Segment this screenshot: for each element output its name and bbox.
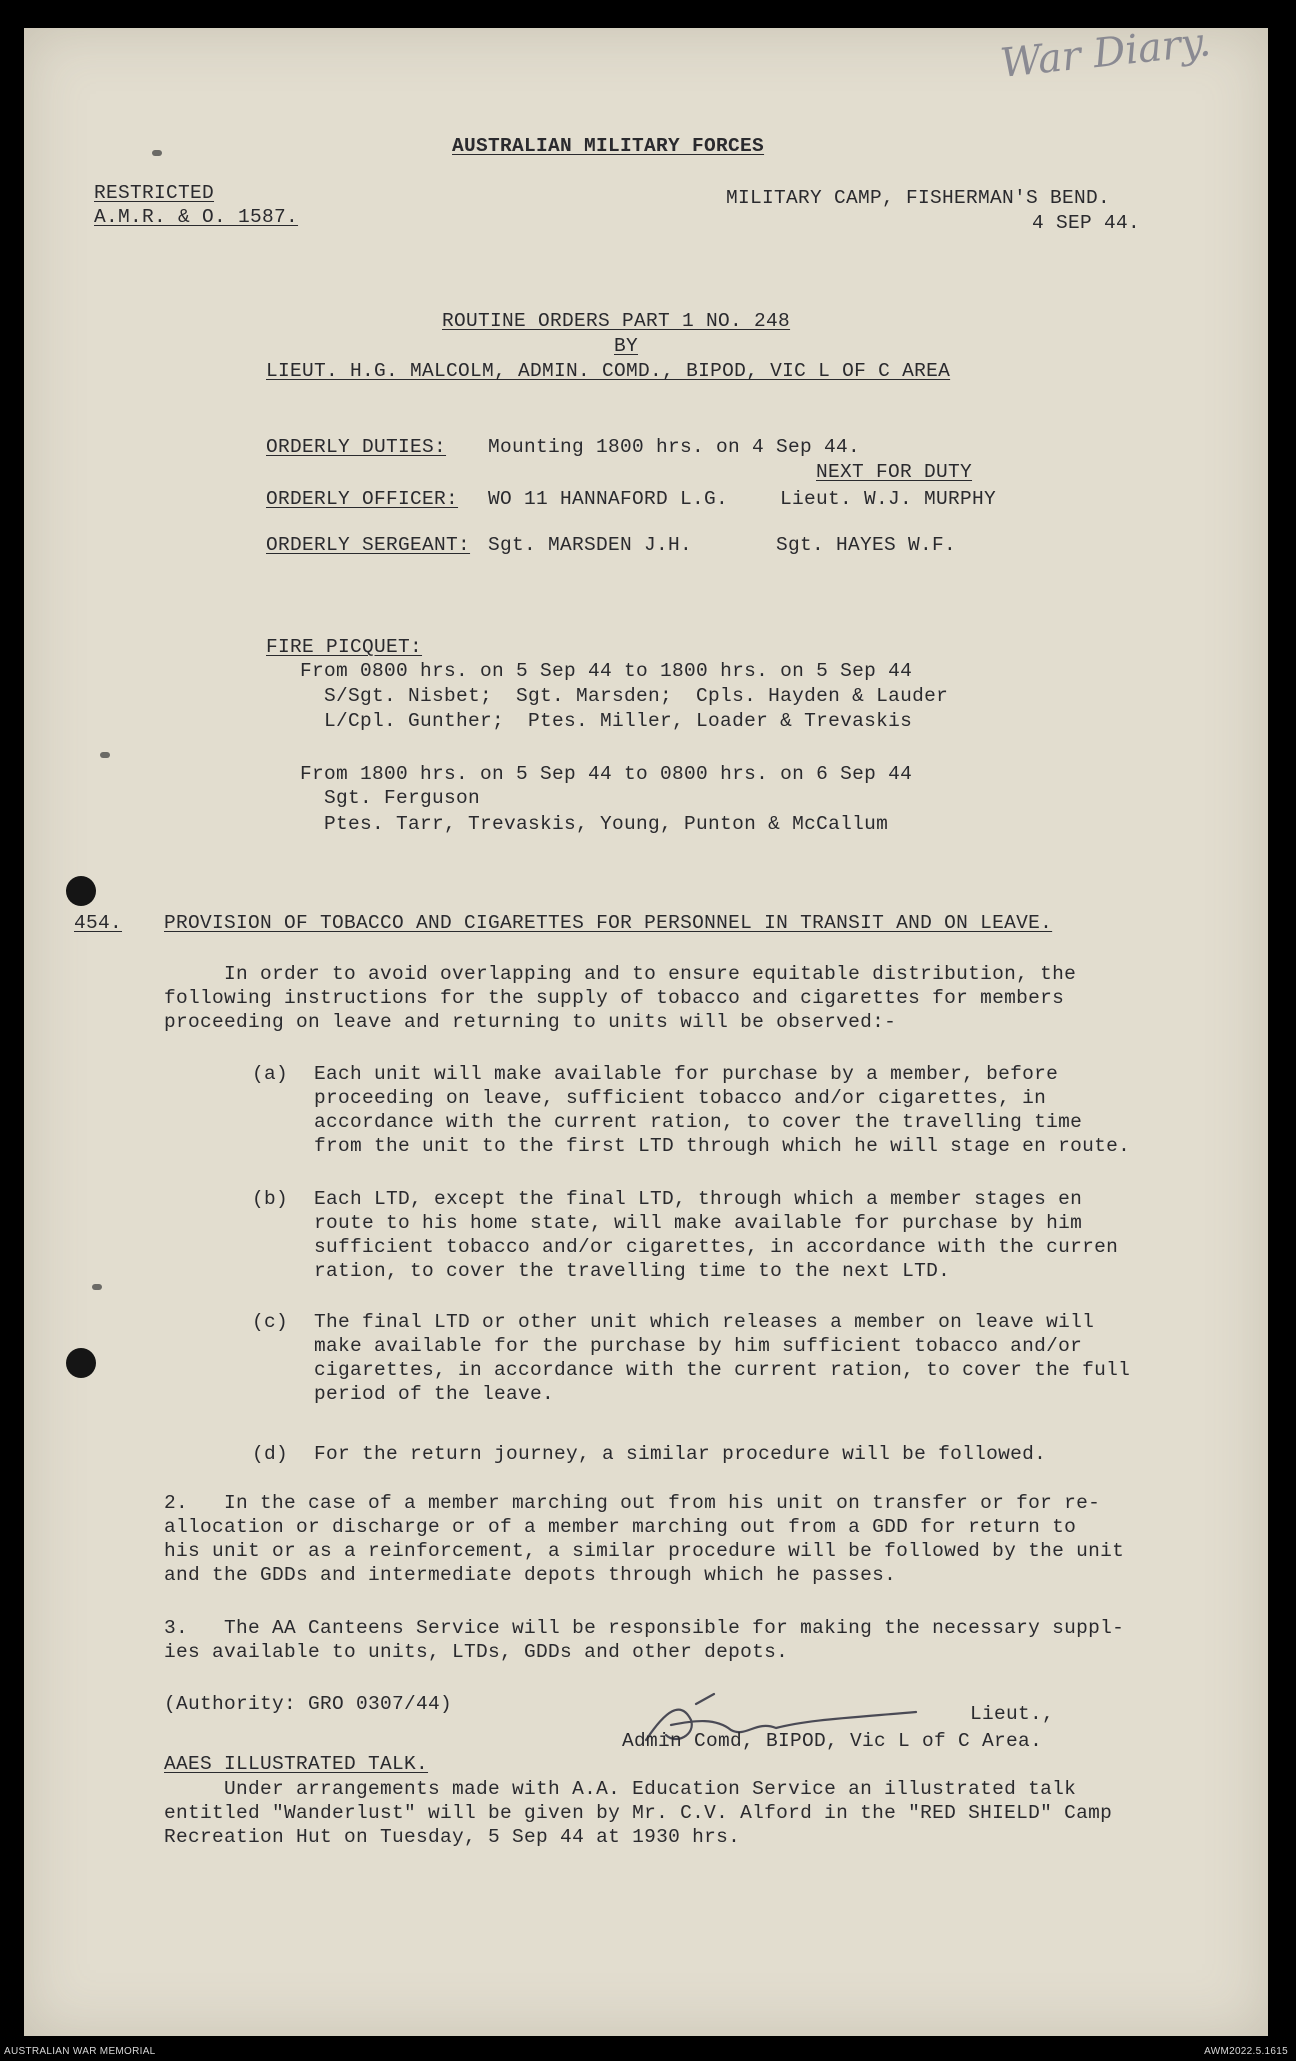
- item-a-line: accordance with the current ration, to cover the travelling time: [314, 1111, 1083, 1133]
- paper-mark: [100, 752, 110, 758]
- fire-picquet-line: Sgt. Ferguson: [324, 787, 481, 809]
- paragraph-3-line: ies available to units, LTDs, GDDs and other depots.: [164, 1641, 789, 1663]
- item-a-line: from the unit to the first LTD through which he will stage en route.: [314, 1135, 1131, 1157]
- intro-line: following instructions for the supply of tobacco and cigarettes for members: [164, 987, 1065, 1009]
- orderly-sergeant-value: Sgt. MARSDEN J.H.: [488, 534, 693, 556]
- orders-title: ROUTINE ORDERS PART 1 NO. 248: [442, 310, 791, 332]
- orderly-sergeant-next: Sgt. HAYES W.F.: [776, 534, 957, 556]
- paragraph-2-line: his unit or as a reinforcement, a similar procedure will be followed by the unit: [164, 1540, 1125, 1562]
- next-for-duty-label: NEXT FOR DUTY: [816, 461, 973, 483]
- item-c-line: The final LTD or other unit which releases a member on leave will: [314, 1311, 1095, 1333]
- item-a-line: Each unit will make available for purchase by a member, before: [314, 1063, 1059, 1085]
- fire-picquet-label: FIRE PICQUET:: [266, 636, 423, 658]
- paper-mark: [152, 150, 162, 156]
- intro-line: In order to avoid overlapping and to ensure equitable distribution, the: [164, 963, 1077, 985]
- punch-hole: [66, 876, 96, 906]
- talk-heading: AAES ILLUSTRATED TALK.: [164, 1753, 429, 1775]
- section-number: 454.: [74, 912, 123, 934]
- item-d-line: For the return journey, a similar procedure will be followed.: [314, 1443, 1047, 1465]
- restricted-label: RESTRICTED: [94, 182, 215, 204]
- orderly-officer-next: Lieut. W.J. MURPHY: [780, 488, 997, 510]
- item-b-line: ration, to cover the travelling time to the next LTD.: [314, 1260, 951, 1282]
- item-d-label: (d): [252, 1443, 289, 1465]
- orders-by: BY: [614, 335, 639, 357]
- item-c-line: period of the leave.: [314, 1383, 555, 1405]
- orderly-officer-value: WO 11 HANNAFORD L.G.: [488, 488, 729, 510]
- fire-picquet-line: Ptes. Tarr, Trevaskis, Young, Punton & McCallum: [324, 813, 889, 835]
- paper-mark: [92, 1284, 102, 1290]
- paragraph-2-line: and the GDDs and intermediate depots through which he passes.: [164, 1564, 897, 1586]
- footer-accession: AWM2022.5.1615: [1204, 2046, 1288, 2057]
- paragraph-2-line: allocation or discharge or of a member marching out from a GDD for return to: [164, 1516, 1077, 1538]
- footer-institution: AUSTRALIAN WAR MEMORIAL: [4, 2046, 156, 2057]
- paragraph-2-line: 2. In the case of a member marching out from his unit on transfer or for re-: [164, 1492, 1101, 1514]
- fire-picquet-line: From 0800 hrs. on 5 Sep 44 to 1800 hrs. on 5 Sep 44: [300, 660, 913, 682]
- item-c-line: cigarettes, in accordance with the current ration, to cover the full: [314, 1359, 1131, 1381]
- fire-picquet-line: L/Cpl. Gunther; Ptes. Miller, Loader & Trevaskis: [324, 710, 913, 732]
- talk-line: Under arrangements made with A.A. Education Service an illustrated talk: [164, 1778, 1077, 1800]
- talk-line: entitled "Wanderlust" will be given by Mr. C.V. Alford in the "RED SHIELD" Camp: [164, 1802, 1113, 1824]
- paragraph-3-line: 3. The AA Canteens Service will be responsible for making the necessary suppl-: [164, 1617, 1125, 1639]
- fire-picquet-line: S/Sgt. Nisbet; Sgt. Marsden; Cpls. Hayden & Lauder: [324, 685, 949, 707]
- item-b-line: sufficient tobacco and/or cigarettes, in accordance with the curren: [314, 1236, 1119, 1258]
- item-c-line: make available for the purchase by him sufficient tobacco and/or: [314, 1335, 1083, 1357]
- item-b-line: Each LTD, except the final LTD, through which a member stages en: [314, 1188, 1083, 1210]
- signatory-title: Admin Comd, BIPOD, Vic L of C Area.: [622, 1730, 1043, 1752]
- orders-issuer: LIEUT. H.G. MALCOLM, ADMIN. COMD., BIPOD, VIC L OF C AREA: [266, 360, 951, 382]
- orderly-sergeant-label: ORDERLY SERGEANT:: [266, 534, 471, 556]
- document-date: 4 SEP 44.: [1032, 212, 1141, 234]
- document-title: AUSTRALIAN MILITARY FORCES: [452, 135, 765, 157]
- authority-reference: (Authority: GRO 0307/44): [164, 1693, 453, 1715]
- signatory-rank: Lieut.,: [970, 1703, 1055, 1725]
- orderly-officer-label: ORDERLY OFFICER:: [266, 488, 459, 510]
- item-c-label: (c): [252, 1311, 289, 1333]
- talk-line: Recreation Hut on Tuesday, 5 Sep 44 at 1930 hrs.: [164, 1826, 741, 1848]
- punch-hole: [66, 1348, 96, 1378]
- camp-location: MILITARY CAMP, FISHERMAN'S BEND.: [726, 187, 1111, 209]
- item-a-label: (a): [252, 1063, 289, 1085]
- orderly-duties-label: ORDERLY DUTIES:: [266, 436, 447, 458]
- section-heading: PROVISION OF TOBACCO AND CIGARETTES FOR PERSONNEL IN TRANSIT AND ON LEAVE.: [164, 912, 1053, 934]
- intro-line: proceeding on leave and returning to units will be observed:-: [164, 1011, 897, 1033]
- item-b-line: route to his home state, will make available for purchase by him: [314, 1212, 1083, 1234]
- orderly-duties-value: Mounting 1800 hrs. on 4 Sep 44.: [488, 436, 861, 458]
- amr-reference: A.M.R. & O. 1587.: [94, 206, 299, 228]
- item-b-label: (b): [252, 1188, 289, 1210]
- fire-picquet-line: From 1800 hrs. on 5 Sep 44 to 0800 hrs. on 6 Sep 44: [300, 763, 913, 785]
- item-a-line: proceeding on leave, sufficient tobacco and/or cigarettes, in: [314, 1087, 1047, 1109]
- handwritten-note: War Diary.: [998, 19, 1213, 87]
